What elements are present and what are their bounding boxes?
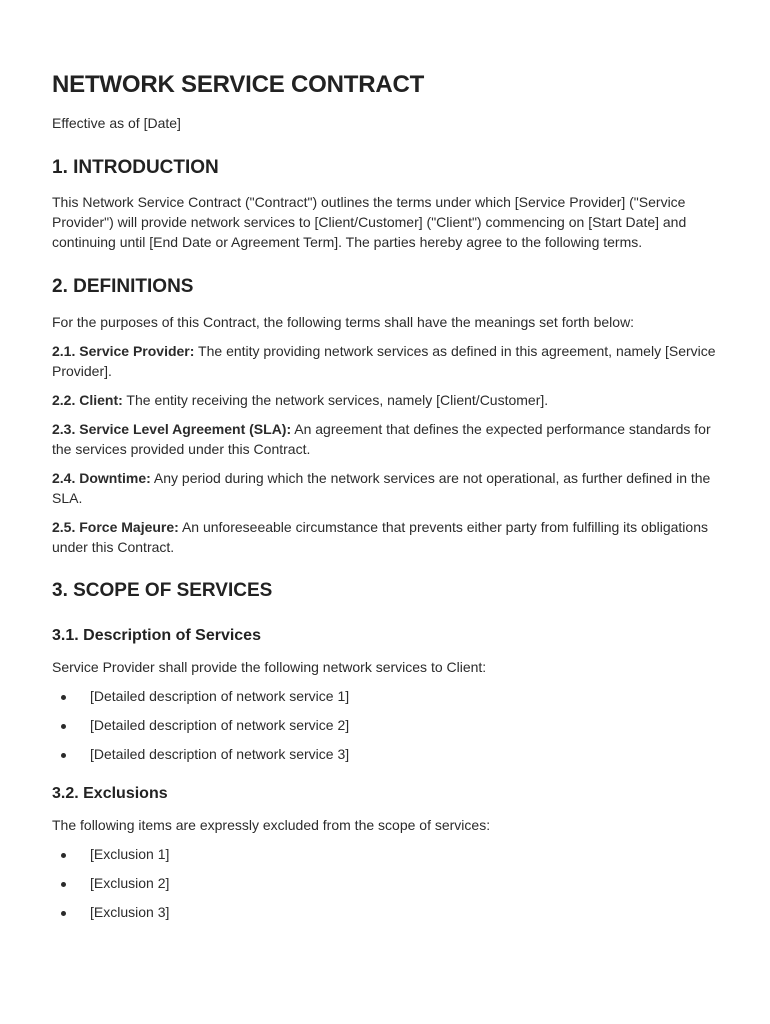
subsection-heading-exclusions: 3.2. Exclusions — [52, 785, 168, 802]
subsection-heading-description: 3.1. Description of Services — [52, 627, 261, 644]
list-item-text: [Detailed description of network service 3] — [90, 746, 350, 762]
document-title: NETWORK SERVICE CONTRACT — [52, 71, 425, 98]
list-item — [52, 902, 718, 922]
definition-item — [52, 341, 718, 381]
definition-text: An unforeseeable circumstance that prevents either party from fulfilling its obligations under this Contract. — [52, 519, 708, 555]
bullet-icon — [61, 911, 66, 916]
definition-item — [52, 517, 718, 557]
description-intro: Service Provider shall provide the following network services to Client: — [52, 659, 487, 675]
bullet-icon — [61, 695, 66, 700]
list-item — [52, 744, 718, 764]
definition-text: The entity providing network services as defined in this agreement, namely [Service Provider]. — [52, 343, 716, 379]
definition-text: An agreement that defines the expected performance standards for the services provided under this Contract. — [52, 421, 711, 457]
list-item-text: [Exclusion 3] — [90, 904, 170, 920]
exclusions-intro: The following items are expressly excluded from the scope of services: — [52, 817, 491, 833]
introduction-paragraph: This Network Service Contract ("Contract") outlines the terms under which [Service Provider] ("Service Provider") will provide network services to [Client/Customer] ("Client") commencing on [Start Date] and continuing until [End Date or Agreement Term]. The parties hereby agree to the following terms. — [52, 194, 687, 250]
definition-term: 2.1. Service Provider: — [52, 343, 195, 359]
list-item — [52, 715, 718, 735]
list-item-text: [Exclusion 1] — [90, 846, 170, 862]
list-item — [52, 686, 718, 706]
definition-item — [52, 419, 718, 459]
list-item — [52, 873, 718, 893]
definition-term: 2.4. Downtime: — [52, 470, 151, 486]
definition-term: 2.5. Force Majeure: — [52, 519, 179, 535]
effective-date: Effective as of [Date] — [52, 115, 181, 131]
bullet-icon — [61, 724, 66, 729]
section-heading-scope: 3. SCOPE OF SERVICES — [52, 580, 273, 601]
list-item — [52, 844, 718, 864]
services-list — [52, 686, 718, 764]
definition-term: 2.3. Service Level Agreement (SLA): — [52, 421, 292, 437]
definition-item — [52, 468, 718, 508]
definition-term: 2.2. Client: — [52, 392, 123, 408]
list-item-text: [Detailed description of network service 2] — [90, 717, 350, 733]
bullet-icon — [61, 853, 66, 858]
definitions-intro: For the purposes of this Contract, the following terms shall have the meanings set forth below: — [52, 314, 635, 330]
definition-item — [52, 390, 718, 410]
definition-text: The entity receiving the network services, namely [Client/Customer]. — [122, 392, 549, 408]
bullet-icon — [61, 882, 66, 887]
list-item-text: [Detailed description of network service 1] — [90, 688, 350, 704]
exclusions-list — [52, 844, 718, 922]
bullet-icon — [61, 753, 66, 758]
section-heading-definitions: 2. DEFINITIONS — [52, 276, 194, 297]
list-item-text: [Exclusion 2] — [90, 875, 170, 891]
section-heading-introduction: 1. INTRODUCTION — [52, 157, 219, 178]
definition-text: Any period during which the network services are not operational, as further defined in the SLA. — [52, 470, 711, 506]
